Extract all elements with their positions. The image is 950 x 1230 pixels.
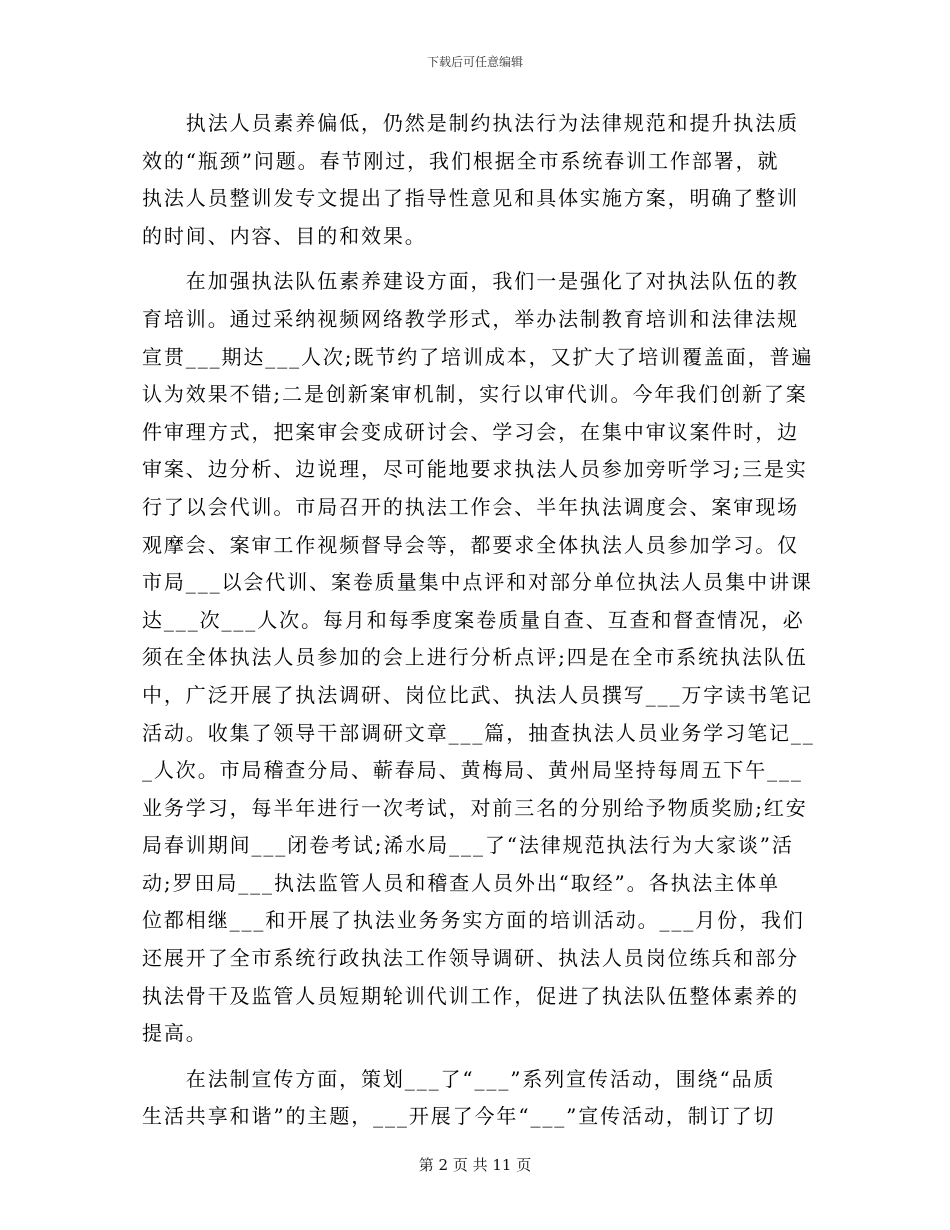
text-line: 认为效果不错;二是创新案审机制，实行以审代训。今年我们创新了案 (142, 382, 808, 407)
page-header-note: 下载后可任意编辑 (426, 55, 523, 69)
text-line: 动;罗田局___执法监管人员和稽查人员外出“取经”。各执法主体单 (142, 870, 780, 895)
text-line: 活动。收集了领导干部调研文章___篇，抽查执法人员业务学习笔记__ (142, 720, 815, 745)
text-line: 业务学习，每半年进行一次考试，对前三名的分别给予物质奖励;红安 (142, 795, 808, 820)
text-line: 件审理方式，把案审会变成研讨会、学习会，在集中审议案件时，边 (142, 419, 799, 444)
document-body (142, 105, 815, 1144)
text-line: 行了以会代训。市局召开的执法工作会、半年执法调度会、案审现场 (142, 494, 799, 519)
text-line: 执法人员整训发专文提出了指导性意见和具体实施方案，明确了整训 (142, 186, 799, 211)
page-number-footer: 第 2 页 共 11 页 (418, 1156, 532, 1174)
text-line: 提高。 (142, 1021, 208, 1046)
text-line: 审案、边分析、边说理，尽可能地要求执法人员参加旁听学习;三是实 (142, 457, 808, 482)
text-line: 还展开了全市系统行政执法工作领导调研、执法人员岗位练兵和部分 (142, 946, 799, 971)
text-line: 局春训期间___闭卷考试;浠水局___了“法律规范执法行为大家谈”活 (142, 833, 794, 858)
text-line: 须在全体执法人员参加的会上进行分析点评;四是在全市系统执法队伍 (142, 645, 808, 670)
text-line: 位都相继___和开展了执法业务务实方面的培训活动。___月份，我们 (142, 908, 805, 933)
text-line: _人次。市局稽查分局、蕲春局、黄梅局、黄州局坚持每周五下午___ (142, 758, 803, 783)
text-line: 达___次___人次。每月和每季度案卷质量自查、互查和督查情况，必 (142, 607, 805, 632)
paragraph (142, 105, 802, 255)
text-line: 在加强执法队伍素养建设方面，我们一是强化了对执法队伍的教 (142, 269, 799, 294)
text-line: 执法骨干及监管人员短期轮训代训工作，促进了执法队伍整体素养的 (142, 983, 799, 1008)
text-line: 市局___以会代训、案卷质量集中点评和对部分单位执法人员集中讲课 (142, 570, 813, 595)
text-line: 宣贯___期达___人次;既节约了培训成本，又扩大了培训覆盖面，普遍 (142, 344, 814, 369)
paragraph (142, 1061, 802, 1136)
text-line: 观摩会、案审工作视频督导会等，都要求全体执法人员参加学习。仅 (142, 532, 799, 557)
paragraph (142, 263, 815, 1052)
text-line: 的时间、内容、目的和效果。 (142, 223, 427, 248)
text-line: 在法制宣传方面，策划___了“___”系列宣传活动，围绕“品质 (142, 1066, 776, 1091)
text-line: 执法人员素养偏低，仍然是制约执法行为法律规范和提升执法质 (142, 111, 799, 135)
text-line: 育培训。通过采纳视频网络教学形式，举办法制教育培训和法律法规 (142, 306, 799, 331)
text-line: 中，广泛开展了执法调研、岗位比武、执法人员撰写___万字读书笔记 (142, 682, 813, 707)
text-line: 生活共享和谐”的主题，___开展了今年“___”宣传活动，制订了切 (142, 1104, 776, 1129)
text-line: 效的“瓶颈”问题。春节刚过，我们根据全市系统春训工作部署，就 (142, 148, 780, 173)
